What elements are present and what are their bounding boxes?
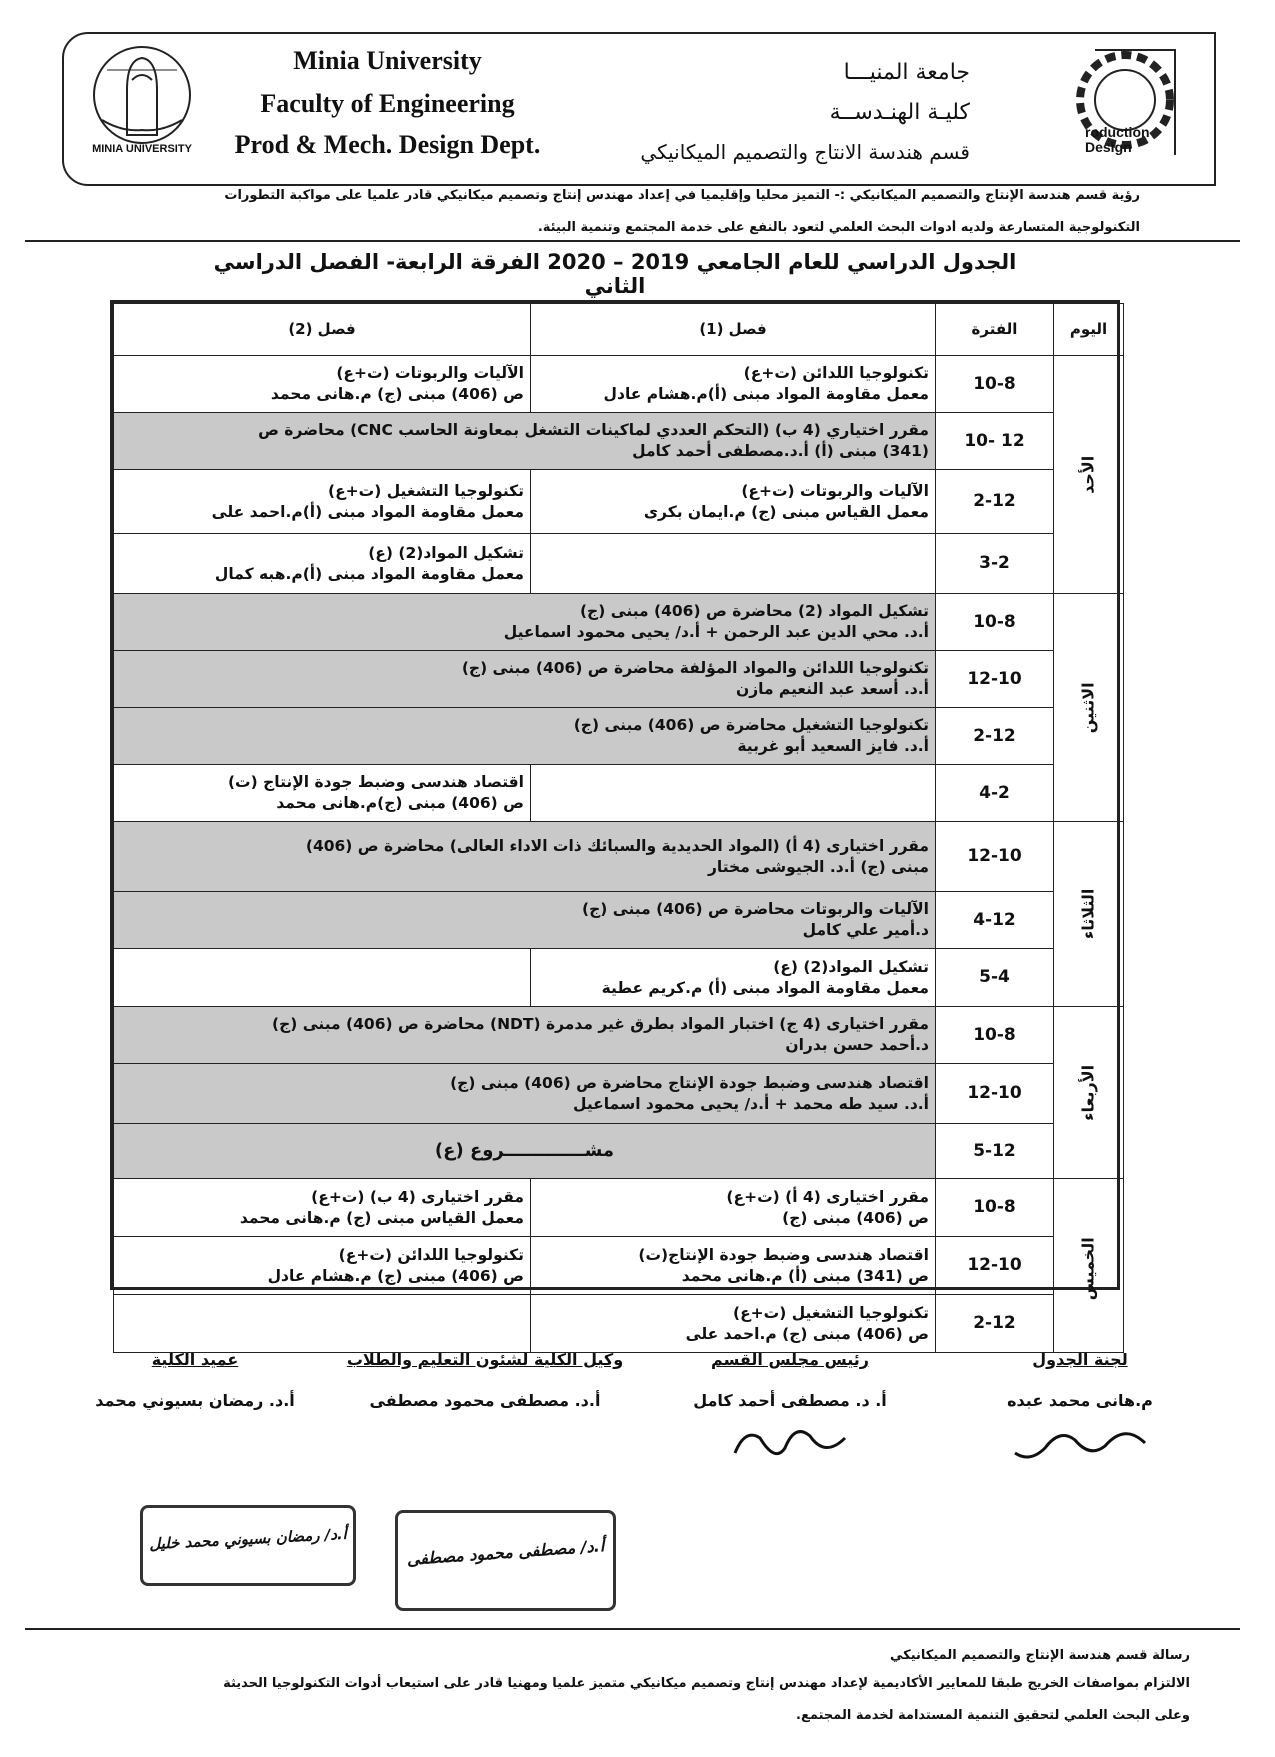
class1-cell-empty [531, 765, 936, 822]
header-rule [25, 240, 1240, 242]
signature-dean [70, 1350, 320, 1410]
period-cell: 12 -10 [936, 413, 1054, 470]
vice-dean-title: وكيل الكلية لشئون التعليم والطلاب [346, 1350, 624, 1369]
minia-university-logo [82, 40, 202, 165]
vision-line-2: التكنولوجية المتسارعة ولديه أدوات البحث العلمي لتعود بالنفع على خدمة المجتمع وتنمية البيئة. [537, 220, 1140, 235]
committee-name: م.هانى محمد عبده [1007, 1391, 1153, 1410]
class1-cell: تكنولوجيا التشغيل (ت+ع) ص (406) مبنى (ج) م.احمد على [531, 1295, 936, 1353]
period-cell: 10-8 [936, 1007, 1054, 1064]
table-row [114, 708, 1124, 765]
class2-cell: مقرر اختيارى (4 ب) (ت+ع) معمل القياس مبنى (ج) م.هانى محمد [114, 1179, 531, 1237]
table-row [114, 1179, 1124, 1237]
class1-cell: الآليات والربوتات (ت+ع) معمل القياس مبنى (ج) م.ايمان بكرى [531, 470, 936, 534]
table-row [114, 1064, 1124, 1124]
day-wednesday: الأربعاء [1054, 1007, 1124, 1179]
header-row [114, 304, 1124, 356]
table-row [114, 651, 1124, 708]
en-faculty-name: Faculty of Engineering [260, 89, 515, 118]
dean-name: أ.د. رمضان بسيوني محمد [95, 1391, 295, 1410]
merged-cell: تكنولوجيا التشغيل محاضرة ص (406) مبنى (ج) أ.د. فايز السعيد أبو غربية [114, 708, 936, 765]
class2-cell: تكنولوجيا التشغيل (ت+ع) معمل مقاومة المواد مبنى (أ)م.احمد على [114, 470, 531, 534]
schedule-title: الجدول الدراسي للعام الجامعي 2019 – 2020 الفرقة الرابعة- الفصل الدراسي الثاني [213, 250, 1017, 298]
ar-university-name: جامعة المنيـــا [843, 60, 970, 85]
class1-cell-empty [531, 534, 936, 594]
class1-cell: اقتصاد هندسى وضبط جودة الإنتاج(ت) ص (341) مبنى (أ) م.هانى محمد [531, 1237, 936, 1295]
day-sunday: الأحد [1054, 356, 1124, 594]
class2-header: فصل (2) [114, 304, 531, 356]
table-row [114, 822, 1124, 892]
table-row [114, 413, 1124, 470]
class1-cell: مقرر اختيارى (4 أ) (ت+ع) ص (406) مبنى (ج) [531, 1179, 936, 1237]
table-row [114, 1124, 1124, 1179]
period-cell: 4-12 [936, 892, 1054, 949]
mission-line-2: وعلى البحث العلمي لتحقيق التنمية المستدامة لخدمة المجتمع. [796, 1708, 1190, 1723]
period-cell: 12-10 [936, 1237, 1054, 1295]
merged-cell: تكنولوجيا اللدائن والمواد المؤلفة محاضرة ص (406) مبنى (ج) أ.د. أسعد عبد النعيم مازن [114, 651, 936, 708]
period-cell: 3-2 [936, 534, 1054, 594]
ar-faculty-name: كليـة الهنـدســة [829, 100, 970, 125]
table-row [114, 1295, 1124, 1353]
logo-left-caption: MINIA UNIVERSITY [92, 143, 192, 155]
footer-rule [25, 1628, 1240, 1630]
class1-cell: تشكيل المواد(2) (ع) معمل مقاومة المواد مبنى (أ) م.كريم عطية [531, 949, 936, 1007]
committee-title: لجنة الجدول [1032, 1350, 1128, 1369]
schedule-table [110, 300, 1120, 1343]
period-cell: 12-10 [936, 651, 1054, 708]
class2-cell: تشكيل المواد(2) (ع) معمل مقاومة المواد مبنى (أ)م.هبه كمال [114, 534, 531, 594]
table-row [114, 765, 1124, 822]
period-cell: 10-8 [936, 356, 1054, 413]
table-row [114, 470, 1124, 534]
production-design-logo [1065, 30, 1185, 180]
table-row [114, 1007, 1124, 1064]
dean-stamp: أ.د/ رمضان بسيوني محمد خليل [140, 1505, 356, 1586]
class2-cell: تكنولوجيا اللدائن (ت+ع) ص (406) مبنى (ج) م.هشام عادل [114, 1237, 531, 1295]
day-header: اليوم [1054, 304, 1124, 356]
period-cell: 12-10 [936, 1064, 1054, 1124]
period-cell: 2-12 [936, 708, 1054, 765]
en-department-name: Prod & Mech. Design Dept. [234, 130, 541, 159]
table-row [114, 949, 1124, 1007]
vice-dean-stamp: أ.د/ مصطفى محمود مصطفى [395, 1510, 616, 1611]
period-cell: 2-12 [936, 470, 1054, 534]
period-cell: 5-4 [936, 949, 1054, 1007]
class2-cell-empty [114, 1295, 531, 1353]
dean-title: عميد الكلية [151, 1350, 239, 1369]
period-cell: 10-8 [936, 1179, 1054, 1237]
head-title: رئيس مجلس القسم [711, 1350, 869, 1369]
class2-cell: اقتصاد هندسى وضبط جودة الإنتاج (ت) ص (406) مبنى (ج)م.هانى محمد [114, 765, 531, 822]
class2-cell-empty [114, 949, 531, 1007]
day-monday: الاثنين [1054, 594, 1124, 822]
merged-cell: اقتصاد هندسى وضبط جودة الإنتاج محاضرة ص (406) مبنى (ج) أ.د. سيد طه محمد + أ.د/ يحيى محمود اسماعيل [114, 1064, 936, 1124]
mission-line-1: الالتزام بمواصفات الخريج طبقا للمعايير الأكاديمية لإعداد مهندس إنتاج وتصميم ميكانيكي متميز علميا ومهنيا قادر على استيعاب أدوات التكنولوجيا الحديثة [223, 1676, 1190, 1691]
period-cell: 4-2 [936, 765, 1054, 822]
period-cell: 2-12 [936, 1295, 1054, 1353]
merged-cell: مقرر اختيارى (4 ج) اختبار المواد بطرق غير مدمرة (NDT) محاضرة ص (406) مبنى (ج) د.أحمد حسن بدران [114, 1007, 936, 1064]
period-cell: 10-8 [936, 594, 1054, 651]
merged-cell: مقرر اختياري (4 ب) (التحكم العددي لماكينات التشغل بمعاونة الحاسب CNC) محاضرة ص (341) مبنى (أ) أ.د.مصطفى أحمد كامل [114, 413, 936, 470]
en-university-name: Minia University [293, 46, 482, 75]
head-name: أ. د. مصطفى أحمد كامل [693, 1391, 887, 1410]
table-row [114, 892, 1124, 949]
class2-cell: الآليات والربوتات (ت+ع) ص (406) مبنى (ج) م.هانى محمد [114, 356, 531, 413]
signature-vice-dean [335, 1350, 635, 1410]
day-tuesday: الثلاثاء [1054, 822, 1124, 1007]
table-row [114, 594, 1124, 651]
signature-committee [980, 1350, 1180, 1472]
head-signature [715, 1418, 865, 1468]
committee-signature [1005, 1418, 1155, 1468]
period-cell: 5-12 [936, 1124, 1054, 1179]
table-row [114, 1237, 1124, 1295]
logo-right-caption: roduction Design [1085, 124, 1150, 156]
vice-dean-name: أ.د. مصطفى محمود مصطفى [369, 1391, 601, 1410]
merged-cell: مقرر اختيارى (4 أ) (المواد الحديدية والسبائك ذات الاداء العالى) محاضرة ص (406) مبنى (ج) أ.د. الجيوشى مختار [114, 822, 936, 892]
class1-cell: تكنولوجيا اللدائن (ت+ع) معمل مقاومة المواد مبنى (أ)م.هشام عادل [531, 356, 936, 413]
day-thursday: الخميس [1054, 1179, 1124, 1353]
period-header: الفترة [936, 304, 1054, 356]
merged-cell: الآليات والربوتات محاضرة ص (406) مبنى (ج) د.أمير علي كامل [114, 892, 936, 949]
table-row [114, 356, 1124, 413]
mission-title: رسالة قسم هندسة الإنتاج والتصميم الميكانيكي [889, 1648, 1190, 1663]
table-row [114, 534, 1124, 594]
project-cell: مشـــــــــــــروع (ع) [114, 1124, 936, 1179]
signature-department-head [670, 1350, 910, 1472]
merged-cell: تشكيل المواد (2) محاضرة ص (406) مبنى (ج) أ.د. محي الدين عبد الرحمن + أ.د/ يحيى محمود اسماعيل [114, 594, 936, 651]
period-cell: 12-10 [936, 822, 1054, 892]
vision-line-1: رؤية قسم هندسة الإنتاج والتصميم الميكانيكي :- التميز محليا وإقليميا في إعداد مهندس إنتاج وتصميم ميكانيكي قادر علميا على مواكبة التطورات [224, 188, 1140, 203]
class1-header: فصل (1) [531, 304, 936, 356]
ar-department-name: قسم هندسة الانتاج والتصميم الميكانيكي [640, 140, 970, 164]
